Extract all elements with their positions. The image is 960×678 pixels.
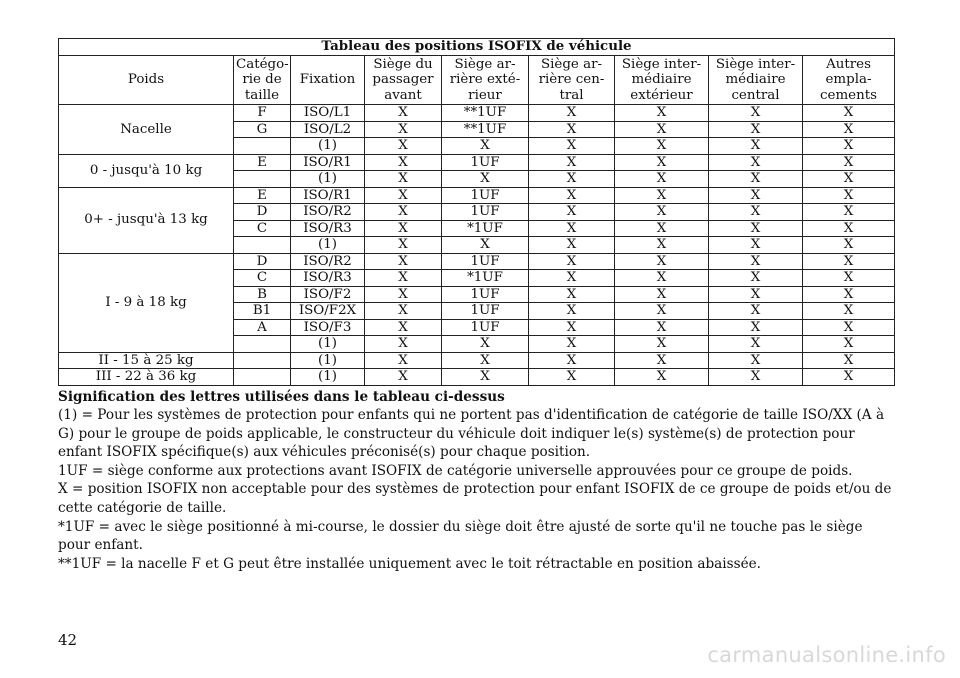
table-cell: X: [365, 369, 442, 386]
table-cell: X: [365, 154, 442, 171]
table-cell: X: [709, 369, 803, 386]
weight-group-cell: Nacelle: [59, 105, 234, 155]
table-cell: X: [615, 204, 709, 221]
table-cell: [234, 237, 291, 254]
table-cell: X: [615, 138, 709, 155]
column-header-line: Fixation: [299, 72, 356, 87]
table-cell: [234, 138, 291, 155]
table-cell: X: [709, 187, 803, 204]
table-cell: X: [615, 270, 709, 287]
isofix-positions-table: [58, 38, 895, 386]
column-header-line: extérieur: [630, 87, 693, 103]
table-cell: X: [615, 187, 709, 204]
table-cell: X: [615, 121, 709, 138]
table-cell: X: [803, 369, 895, 386]
table-cell: X: [442, 138, 529, 155]
column-header-line: cements: [820, 87, 877, 103]
table-cell: X: [529, 352, 615, 369]
table-cell: X: [529, 270, 615, 287]
table-cell: 1UF: [442, 253, 529, 270]
table-cell: *1UF: [442, 220, 529, 237]
table-cell: X: [709, 253, 803, 270]
table-cell: ISO/R3: [291, 220, 365, 237]
table-cell: X: [709, 105, 803, 122]
table-cell: X: [803, 204, 895, 221]
column-header-line: rière cen-: [538, 72, 605, 87]
column-header-line: central: [731, 87, 780, 103]
table-cell: X: [709, 154, 803, 171]
table-cell: 1UF: [442, 187, 529, 204]
legend-item: (1) = Pour les systèmes de protection pour enfants qui ne portent pas d'identification de catégorie de taille ISO/XX (A à G) pour le groupe de poids applicable, le constructeur du véhicule doit indiquer le(s) système(s) de protection pour enfant ISOFIX spécifique(s) aux véhicules préconisé(s) pour chaque position.: [58, 407, 885, 461]
column-header-line: Catégo-: [236, 56, 289, 72]
watermark: carmanualsonline.info: [707, 643, 946, 667]
column-header-line: rie de: [242, 72, 282, 87]
column-header-line: passager: [372, 72, 434, 87]
table-cell: X: [365, 286, 442, 303]
column-header: [529, 55, 615, 105]
table-cell: X: [529, 105, 615, 122]
table-cell: X: [529, 319, 615, 336]
table-cell: X: [615, 105, 709, 122]
table-cell: [234, 336, 291, 353]
table-cell: X: [803, 154, 895, 171]
column-header-line: Siège ar-: [540, 56, 603, 72]
column-header-line: rière exté-: [449, 72, 521, 87]
table-cell: X: [365, 336, 442, 353]
table-cell: ISO/R2: [291, 204, 365, 221]
legend-item: X = position ISOFIX non acceptable pour des systèmes de protection pour enfant ISOFIX de ce groupe de poids et/ou de cette catégorie de taille.: [58, 481, 892, 517]
table-cell: X: [615, 286, 709, 303]
column-header-line: Siège inter-: [715, 56, 796, 72]
table-row: [59, 154, 895, 171]
table-cell: X: [529, 303, 615, 320]
table-cell: (1): [291, 138, 365, 155]
table-cell: *1UF: [442, 270, 529, 287]
table-cell: X: [709, 121, 803, 138]
table-cell: X: [365, 303, 442, 320]
table-cell: X: [803, 138, 895, 155]
table-cell: D: [234, 253, 291, 270]
table-cell: 1UF: [442, 303, 529, 320]
table-cell: X: [615, 336, 709, 353]
table-cell: X: [803, 303, 895, 320]
table-cell: (1): [291, 237, 365, 254]
table-cell: ISO/F3: [291, 319, 365, 336]
table-cell: [234, 171, 291, 188]
weight-group-cell: II - 15 à 25 kg: [59, 352, 234, 369]
table-cell: D: [234, 204, 291, 221]
table-cell: X: [365, 187, 442, 204]
table-cell: X: [803, 336, 895, 353]
table-cell: B: [234, 286, 291, 303]
table-cell: G: [234, 121, 291, 138]
page-number: 42: [58, 631, 78, 649]
table-cell: X: [529, 154, 615, 171]
column-header-line: taille: [244, 87, 280, 103]
legend-item: *1UF = avec le siège positionné à mi-course, le dossier du siège doit être ajusté de sorte qu'il ne touche pas le siège pour enfant.: [58, 518, 863, 554]
table-cell: X: [365, 253, 442, 270]
table-cell: X: [803, 253, 895, 270]
table-cell: C: [234, 220, 291, 237]
weight-group-cell: 0 - jusqu'à 10 kg: [59, 154, 234, 187]
table-cell: X: [709, 336, 803, 353]
table-cell: X: [615, 154, 709, 171]
table-cell: X: [615, 303, 709, 320]
table-cell: X: [365, 352, 442, 369]
column-header-line: Autres: [826, 56, 871, 72]
table-cell: 1UF: [442, 204, 529, 221]
table-cell: X: [529, 204, 615, 221]
table-cell: [234, 369, 291, 386]
table-cell: X: [709, 204, 803, 221]
table-cell: X: [803, 187, 895, 204]
table-cell: X: [529, 121, 615, 138]
table-cell: ISO/R2: [291, 253, 365, 270]
column-header: [803, 55, 895, 105]
table-cell: X: [615, 237, 709, 254]
table-cell: 1UF: [442, 154, 529, 171]
table-cell: X: [529, 286, 615, 303]
table-cell: X: [709, 220, 803, 237]
table-cell: X: [442, 237, 529, 254]
table-cell: X: [709, 270, 803, 287]
column-header: [291, 55, 365, 105]
legend-heading: Signification des lettres utilisées dans le tableau ci-dessus: [58, 388, 505, 405]
table-cell: X: [709, 171, 803, 188]
table-cell: X: [803, 220, 895, 237]
table-cell: X: [442, 352, 529, 369]
table-header-row: [59, 55, 895, 105]
table-cell: X: [803, 171, 895, 188]
table-cell: X: [529, 138, 615, 155]
column-header: [365, 55, 442, 105]
table-cell: X: [365, 204, 442, 221]
table-cell: X: [709, 237, 803, 254]
table-cell: ISO/F2: [291, 286, 365, 303]
column-header-line: empla-: [825, 72, 872, 87]
legend-item: **1UF = la nacelle F et G peut être installée uniquement avec le toit rétractable en position abaissée.: [58, 555, 761, 572]
table-cell: **1UF: [442, 121, 529, 138]
table-cell: X: [709, 319, 803, 336]
table-cell: X: [709, 352, 803, 369]
table-cell: X: [365, 220, 442, 237]
table-cell: F: [234, 105, 291, 122]
column-header-line: avant: [384, 87, 422, 103]
table-cell: ISO/R1: [291, 187, 365, 204]
table-cell: X: [365, 105, 442, 122]
column-header-line: Siège du: [373, 56, 433, 72]
table-cell: ISO/L1: [291, 105, 365, 122]
table-cell: X: [615, 319, 709, 336]
table-cell: X: [365, 171, 442, 188]
table-cell: C: [234, 270, 291, 287]
table-cell: X: [365, 270, 442, 287]
table-row: [59, 352, 895, 369]
table-cell: X: [529, 220, 615, 237]
table-title: Tableau des positions ISOFIX de véhicule: [59, 39, 895, 56]
table-cell: X: [615, 220, 709, 237]
table-cell: X: [365, 237, 442, 254]
weight-group-cell: 0+ - jusqu'à 13 kg: [59, 187, 234, 253]
column-header-line: médiaire: [631, 72, 692, 87]
table-cell: X: [529, 369, 615, 386]
table-cell: X: [442, 336, 529, 353]
column-header: [59, 55, 234, 105]
column-header-line: rieur: [468, 87, 502, 103]
table-cell: (1): [291, 171, 365, 188]
table-cell: B1: [234, 303, 291, 320]
table-body: [59, 105, 895, 386]
table-cell: (1): [291, 369, 365, 386]
table-cell: 1UF: [442, 319, 529, 336]
table-cell: E: [234, 154, 291, 171]
column-header: [709, 55, 803, 105]
table-cell: X: [529, 237, 615, 254]
column-header: [615, 55, 709, 105]
table-cell: X: [615, 352, 709, 369]
table-cell: E: [234, 187, 291, 204]
table-cell: A: [234, 319, 291, 336]
table-cell: X: [803, 237, 895, 254]
table-row: [59, 253, 895, 270]
table-cell: X: [803, 105, 895, 122]
table-cell: **1UF: [442, 105, 529, 122]
table-cell: X: [442, 171, 529, 188]
table-cell: X: [442, 369, 529, 386]
table-cell: X: [803, 270, 895, 287]
table-cell: 1UF: [442, 286, 529, 303]
weight-group-cell: I - 9 à 18 kg: [59, 253, 234, 352]
table-cell: X: [709, 303, 803, 320]
weight-group-cell: III - 22 à 36 kg: [59, 369, 234, 386]
table-cell: X: [365, 121, 442, 138]
column-header-line: médiaire: [725, 72, 786, 87]
table-cell: (1): [291, 352, 365, 369]
table-row: [59, 105, 895, 122]
table-cell: X: [709, 138, 803, 155]
table-cell: ISO/R3: [291, 270, 365, 287]
table-cell: X: [615, 253, 709, 270]
table-cell: X: [365, 319, 442, 336]
table-cell: X: [615, 171, 709, 188]
table-cell: X: [709, 286, 803, 303]
table-cell: ISO/R1: [291, 154, 365, 171]
column-header-line: tral: [559, 87, 584, 103]
column-header: [234, 55, 291, 105]
table-cell: X: [803, 121, 895, 138]
table-cell: X: [803, 319, 895, 336]
table-cell: X: [529, 253, 615, 270]
table-cell: X: [803, 286, 895, 303]
table-cell: X: [803, 352, 895, 369]
table-cell: ISO/F2X: [291, 303, 365, 320]
table-cell: (1): [291, 336, 365, 353]
table-row: [59, 369, 895, 386]
table-cell: X: [365, 138, 442, 155]
column-header-line: Siège ar-: [454, 56, 516, 72]
legend-item: 1UF = siège conforme aux protections avant ISOFIX de catégorie universelle approuvées pour ce groupe de poids.: [58, 462, 853, 479]
table-cell: X: [529, 171, 615, 188]
column-header: [442, 55, 529, 105]
document-body: [58, 38, 894, 573]
column-header-line: Siège inter-: [621, 56, 702, 72]
table-row: [59, 187, 895, 204]
table-cell: X: [529, 187, 615, 204]
table-cell: [234, 352, 291, 369]
legend: [58, 388, 894, 574]
table-cell: X: [615, 369, 709, 386]
column-header-line: Poids: [127, 72, 165, 87]
table-cell: X: [529, 336, 615, 353]
table-cell: ISO/L2: [291, 121, 365, 138]
